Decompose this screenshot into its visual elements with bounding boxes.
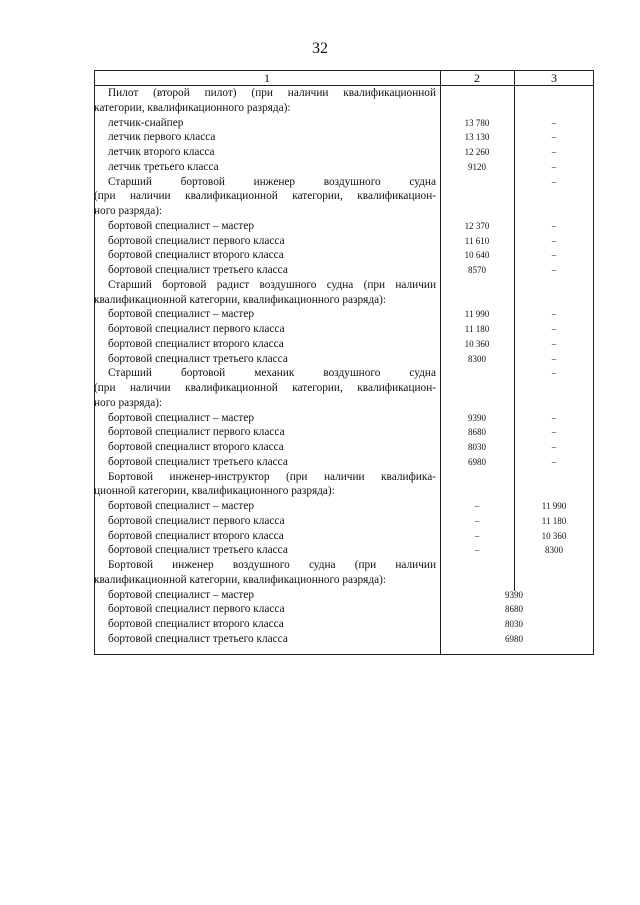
table-row [94,322,594,337]
row-value-col-2: 11 180 [464,324,490,334]
row-label: квалификационной категории, квалификационного разряда): [94,293,386,306]
table-row [94,307,594,322]
row-value-col-3: – [551,161,557,172]
row-label: бортовой специалист второго класса [108,441,284,453]
table-row [94,396,594,411]
table-row [94,573,594,588]
row-value-col-2: 12 370 [464,220,490,231]
row-value-col-3: – [551,442,557,452]
row-value-col-2: 13 130 [464,132,490,143]
table-row [94,366,594,381]
row-value-col-2: 6980 [468,456,486,467]
row-label: бортовой специалист первого класса [108,426,285,439]
row-value-col-3: – [551,427,557,438]
row-label: бортовой специалист второго класса [108,618,284,630]
row-label: Бортовой инженер воздушного судна (при наличии [108,559,436,571]
row-label: летчик первого класса [108,131,216,144]
table-row [94,86,594,101]
table-row [94,219,594,234]
row-label: летчик третьего класса [108,160,219,173]
row-value-col-2: 11 610 [464,235,490,246]
table-row [94,175,594,190]
row-value-col-3: – [551,368,557,379]
table-row [94,189,594,204]
row-value-col-2: 10 360 [464,338,490,349]
row-label: (при наличии квалификационной категории, квалификацион- [94,190,436,203]
row-value-col-3: – [551,250,557,261]
row-label: бортовой специалист третьего класса [108,544,288,557]
table-row [94,588,594,603]
row-label: (при наличии квалификационной категории, квалификацион- [94,382,436,394]
row-label: Старший бортовой радист воздушного судна (при наличии [108,278,436,291]
row-label: Старший бортовой инженер воздушного судна [108,175,436,188]
row-label: Старший бортовой механик воздушного судна [108,367,436,380]
row-value-merged: 8030 [505,619,523,629]
salary-table [94,70,594,655]
table-row [94,470,594,485]
row-value-col-3: – [551,147,557,157]
row-value-col-2: 13 780 [464,117,490,128]
row-value-col-2: 9390 [468,412,486,423]
table-row [94,514,594,529]
row-value-merged: 8680 [505,604,523,615]
row-value-col-2: 8680 [468,427,486,438]
table-row [94,499,594,514]
row-value-col-3: – [551,176,557,187]
table-row [94,101,594,116]
row-value-col-3: 10 360 [541,530,567,541]
row-label: бортовой специалист третьего класса [108,264,288,276]
row-label: бортовой специалист – мастер [108,411,255,424]
row-label: летчик второго класса [108,146,215,158]
row-label: бортовой специалист – мастер [108,219,255,232]
table-row [94,145,594,160]
row-label: бортовой специалист третьего класса [108,632,288,645]
table-row [94,116,594,131]
table-row [94,204,594,219]
row-label: бортовой специалист второго класса [108,249,284,262]
row-label: летчик-снайпер [108,116,184,129]
row-label: бортовой специалист – мастер [108,308,255,321]
row-label: бортовой специалист первого класса [108,603,285,616]
row-label: Бортовой инженер-инструктор (при наличии квалифика- [108,470,436,483]
row-value-col-3: – [551,220,557,231]
row-label: квалификационной категории, квалификационного разряда): [94,573,386,586]
table-row [94,484,594,499]
row-value-col-2: – [474,545,480,556]
row-label: бортовой специалист третьего класса [108,352,288,365]
row-value-col-2: 8030 [468,442,486,452]
table-row [94,411,594,426]
row-value-col-2: – [474,515,480,526]
row-label: категории, квалификационного разряда): [94,101,291,114]
row-value-col-2: 8300 [468,353,486,364]
table-row [94,234,594,249]
row-label: бортовой специалист первого класса [108,514,285,527]
table-row [94,160,594,175]
table-row [94,381,594,396]
header-col-1: 1 [264,71,270,85]
row-value-col-3: – [551,412,557,423]
row-label: ного разряда): [94,205,163,217]
row-label: бортовой специалист первого класса [108,323,285,335]
row-value-col-3: – [551,309,557,320]
table-row [94,543,594,558]
table-row [94,293,594,308]
table-row [94,632,594,647]
table-row [94,440,594,455]
row-value-col-2: – [474,501,480,511]
row-value-col-3: – [551,265,557,275]
table-row [94,130,594,145]
row-value-col-2: 9120 [468,161,486,172]
row-label: бортовой специалист – мастер [108,500,255,512]
row-label: бортовой специалист – мастер [108,588,255,601]
table-row [94,558,594,573]
header-col-2: 2 [474,71,480,85]
row-value-col-3: – [551,353,557,364]
row-label: бортовой специалист второго класса [108,529,284,542]
row-value-col-3: – [551,235,557,246]
row-value-col-2: 11 990 [464,309,490,320]
row-label: Пилот (второй пилот) (при наличии квалификационной [108,87,436,99]
table-row [94,263,594,278]
row-value-col-2: 8570 [468,265,486,275]
table-row [94,529,594,544]
row-value-merged: 6980 [505,633,523,644]
table-row [94,617,594,632]
row-label: бортовой специалист первого класса [108,234,285,247]
table-row [94,602,594,617]
row-value-col-3: 11 990 [541,501,567,511]
header-col-3: 3 [551,71,557,85]
table-row [94,337,594,352]
row-value-col-2: 10 640 [464,250,490,261]
row-label: бортовой специалист второго класса [108,337,284,350]
table-body [94,86,594,647]
row-value-col-2: – [474,530,480,541]
page-number: 32 [312,40,328,57]
table-row [94,425,594,440]
table-row [94,455,594,470]
table-row [94,248,594,263]
row-value-col-3: 8300 [545,545,563,556]
row-label: бортовой специалист третьего класса [108,455,288,468]
row-value-col-3: 11 180 [541,515,567,526]
table-row [94,278,594,293]
row-value-merged: 9390 [505,589,523,600]
row-value-col-3: – [551,117,557,128]
row-value-col-3: – [551,324,557,334]
row-value-col-3: – [551,456,557,467]
row-label: ного разряда): [94,396,163,409]
row-value-col-3: – [551,132,557,143]
row-label: ционной категории, квалификационного разряда): [94,485,335,498]
row-value-col-2: 12 260 [464,147,490,157]
row-value-col-3: – [551,338,557,349]
table-row [94,352,594,367]
